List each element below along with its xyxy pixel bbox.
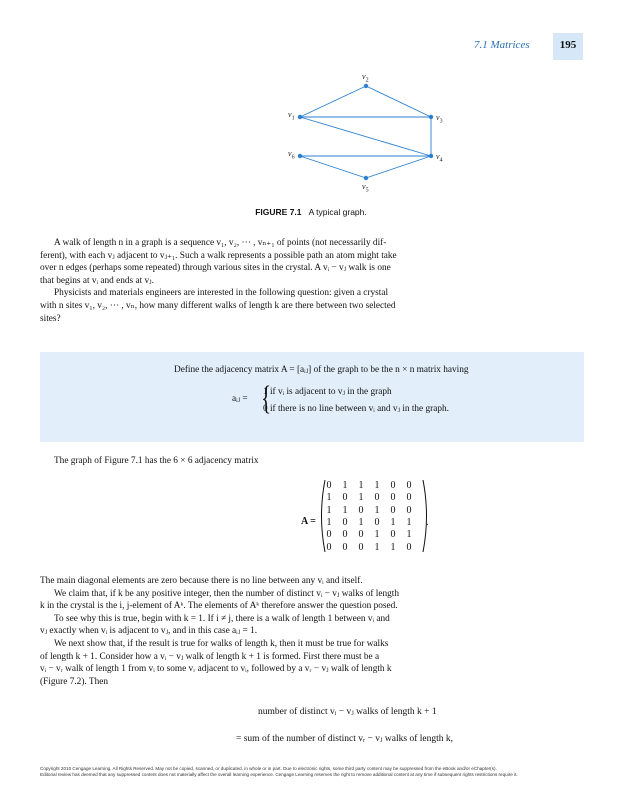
vertex-v4 xyxy=(429,154,433,158)
text-line: (Figure 7.2). Then xyxy=(40,676,108,687)
matrix-cell: 0 xyxy=(358,541,364,553)
matrix-cell: 0 xyxy=(406,541,412,553)
matrix-cell: 1 xyxy=(326,504,332,516)
text-line: vᵢ − vᵣ walk of length 1 from vᵢ to some vᵣ adjacent to vᵢ, followed by a vᵣ − vⱼ walk of length k xyxy=(40,664,392,675)
text-line: k in the crystal is the i, j-element of Aᵏ. The elements of Aᵏ therefore answer the question posed. xyxy=(40,601,398,612)
matrix-cell: 0 xyxy=(390,492,396,504)
vertex-label-v2: $v_2$ xyxy=(362,72,369,84)
edge-v1-v2 xyxy=(300,86,366,117)
matrix-cell: 1 xyxy=(406,516,412,528)
display-equation-2: = sum of the number of distinct vᵣ − vⱼ walks of length k, xyxy=(236,734,453,744)
vertex-v2 xyxy=(364,84,368,88)
text-line: that begins at vᵢ and ends at vⱼ. xyxy=(40,275,154,286)
text-line: The graph of Figure 7.1 has the 6 × 6 adjacency matrix xyxy=(54,456,259,466)
matrix-cell: 1 xyxy=(374,480,380,491)
display-equation-1: number of distinct vᵢ − vⱼ walks of length k + 1 xyxy=(258,707,437,717)
edge-v6-v5 xyxy=(300,156,366,178)
matrix-cell: 1 xyxy=(374,529,380,541)
matrix-cell: 1 xyxy=(374,541,380,553)
matrix-cell: 0 xyxy=(390,529,396,541)
definition-case-1: 1 if vᵢ is adjacent to vⱼ in the graph xyxy=(263,387,392,397)
copyright-footer xyxy=(40,766,600,779)
matrix-cell: 0 xyxy=(342,529,348,541)
matrix-label: A = xyxy=(301,516,316,527)
text-line: vⱼ exactly when vᵢ is adjacent to vⱼ, and in this case aᵢⱼ = 1. xyxy=(40,626,258,637)
paragraph-walk-definition xyxy=(40,237,584,325)
matrix-cell: 1 xyxy=(358,480,364,491)
definition-case-2: 0 if there is no line between vᵢ and vⱼ in the graph. xyxy=(263,404,449,414)
matrix-cell: 0 xyxy=(326,529,332,541)
matrix-cell: 0 xyxy=(342,516,348,528)
vertex-v6 xyxy=(298,154,302,158)
matrix-cell: 0 xyxy=(342,492,348,504)
matrix-intro xyxy=(40,455,584,468)
matrix-cell: 0 xyxy=(390,480,396,491)
definition-aij: aᵢⱼ = xyxy=(232,394,248,404)
figure-caption xyxy=(0,207,622,217)
vertex-label-v4: $v_4$ xyxy=(436,152,443,164)
text-line: Physicists and materials engineers are interested in the following question: given a crystal xyxy=(54,288,389,299)
matrix-cell: 0 xyxy=(358,504,364,516)
edge-v1-v4 xyxy=(300,117,431,156)
vertex-label-v3: $v_3$ xyxy=(436,113,443,125)
matrix-cell: 0 xyxy=(390,504,396,516)
text-line: We claim that, if k be any positive integer, then the number of distinct vᵢ − vⱼ walks of length xyxy=(54,588,400,599)
text-line: A walk of length n in a graph is a sequence v₁, v₂, ⋯ , vₙ₊₁ of points (not necessarily dif- xyxy=(54,238,387,248)
text-line: sites? xyxy=(40,313,61,324)
running-header-section: 7.1 Matrices xyxy=(474,39,530,51)
vertex-v3 xyxy=(429,115,433,119)
vertex-label-v6: $v_6$ xyxy=(288,149,295,161)
paragraph-walk-claim xyxy=(40,575,584,688)
vertex-v1 xyxy=(298,115,302,119)
matrix-cell: 1 xyxy=(390,541,396,553)
edge-v5-v4 xyxy=(366,156,431,178)
figure-graph xyxy=(0,0,622,205)
figure-caption-label: FIGURE 7.1 xyxy=(255,207,302,217)
figure-caption-text: A typical graph. xyxy=(308,207,367,217)
matrix-cell: 0 xyxy=(326,480,332,491)
text-line: The main diagonal elements are zero because there is no line between any vᵢ and itself. xyxy=(40,576,363,586)
footer-line: Editorial review has deemed that any suppressed content does not materially affect the overall learning experience. Cengage Learning reserves the right to remove additional content at any time if subsequent rights restrictions require it. xyxy=(40,772,518,778)
matrix-cell: 1 xyxy=(326,516,332,528)
matrix-cell: 0 xyxy=(358,529,364,541)
footer-line: Copyright 2010 Cengage Learning. All Rights Reserved. May not be copied, scanned, or duplicated, in whole or in part. Due to electronic rights, some third party content may be suppressed from the eBook and/or eChapter(s). xyxy=(40,766,497,771)
definition-text: Define the adjacency matrix A = [aᵢⱼ] of the graph to be the n × n matrix having xyxy=(174,365,469,375)
matrix-cell: 1 xyxy=(374,504,380,516)
matrix-cell: 0 xyxy=(406,504,412,516)
matrix-cell: 1 xyxy=(390,516,396,528)
matrix-cell: 1 xyxy=(358,516,364,528)
matrix-cell: 0 xyxy=(342,541,348,553)
matrix-cell: 1 xyxy=(342,480,348,491)
matrix-cell: 0 xyxy=(406,492,412,504)
text-line: ferent), with each vⱼ adjacent to vⱼ₊₁. Such a walk represents a possible path an atom might take xyxy=(40,250,397,261)
matrix-cell: 0 xyxy=(406,480,412,491)
cases-brace: { xyxy=(261,380,272,417)
edge-v2-v3 xyxy=(366,86,431,117)
vertex-v5 xyxy=(364,176,368,180)
text-line: To see why this is true, begin with k = 1. If i ≠ j, there is a walk of length 1 between vᵢ and xyxy=(54,613,390,624)
matrix-cell: 1 xyxy=(358,492,364,504)
matrix-cell: 0 xyxy=(374,492,380,504)
vertex-label-v1: $v_1$ xyxy=(288,110,295,122)
matrix-cell: 1 xyxy=(342,504,348,516)
text-line: with n sites v₁, v₂, ⋯ , vₙ, how many different walks of length k are there between two selected xyxy=(40,300,396,311)
matrix-cell: 1 xyxy=(406,529,412,541)
matrix-cell: 1 xyxy=(326,492,332,504)
text-line: We next show that, if the result is true for walks of length k, then it must be true for walks xyxy=(54,638,389,649)
text-line: of length k + 1. Consider how a vᵢ − vⱼ walk of length k + 1 is formed. First there must be a xyxy=(40,651,380,662)
text-line: over n edges (perhaps some repeated) through various sites in the crystal. A vᵢ − vⱼ walk is one xyxy=(40,263,391,274)
vertex-label-v5: $v_5$ xyxy=(362,182,369,194)
matrix-cell: 0 xyxy=(374,516,380,528)
matrix-cell: 0 xyxy=(326,541,332,553)
page-number: 195 xyxy=(559,39,577,51)
matrix-period: . xyxy=(426,517,429,528)
